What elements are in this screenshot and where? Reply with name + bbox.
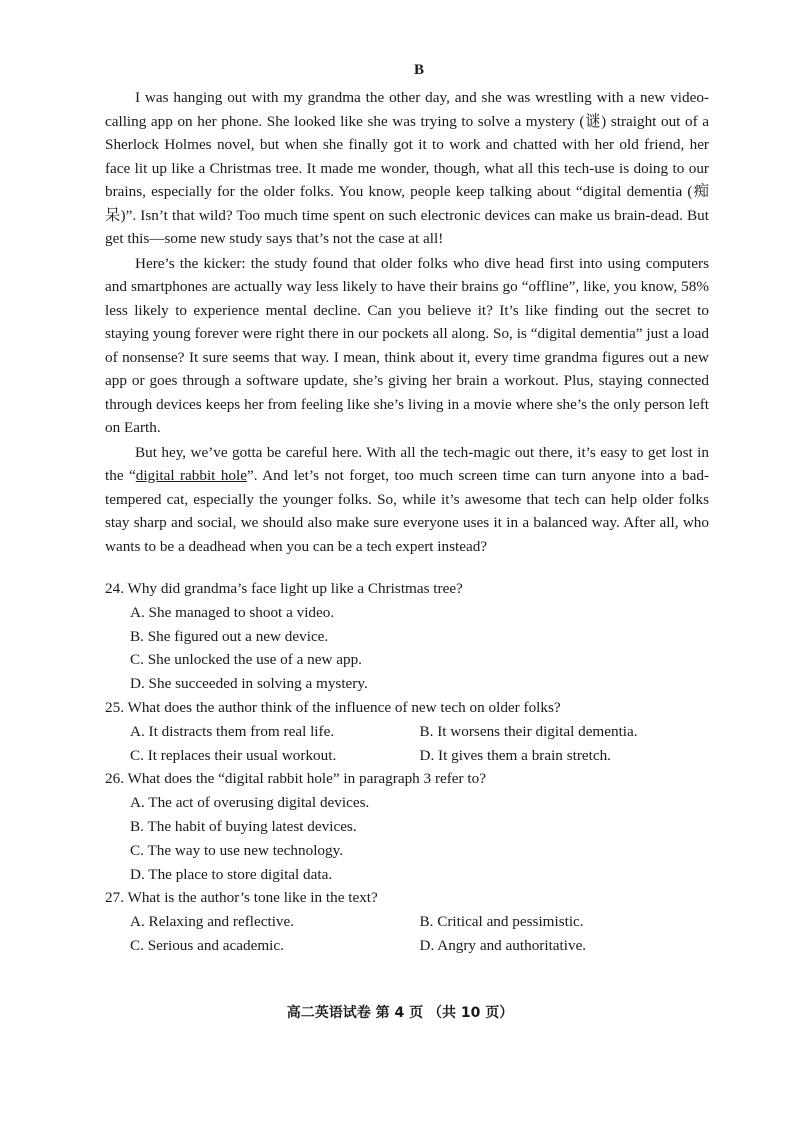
question-stem: 26. What does the “digital rabbit hole” in paragraph 3 refer to? (105, 770, 486, 788)
option-a: A. She managed to shoot a video. (130, 603, 335, 621)
option-d: D. She succeeded in solving a mystery. (130, 675, 368, 693)
option-c: C. It replaces their usual workout. (130, 746, 337, 764)
option-row (130, 744, 709, 768)
option-b: B. It worsens their digital dementia. (419, 722, 638, 740)
paragraph-1: I was hanging out with my grandma the other day, and she was wrestling with a new video-calling app on her phone. She looked like she was trying to solve a mystery (谜) straight out of a Sherlock Holmes novel, but when she finally got it to work and chatted with her old friend, her face lit up like a Christmas tree. It made me wonder, though, what all this tech-use is doing to our brains, especially for the older folks. You know, people keep talking about “digital dementia (痴呆)”. Isn’t that wild? Too much time spent on such electronic devices can make us brain-dead. But get this—some new study says that’s not the case at all! (105, 89, 709, 247)
question-stem: 25. What does the author think of the influence of new tech on older folks? (105, 698, 561, 716)
option-b: B. Critical and pessimistic. (419, 913, 584, 931)
paragraph-3-after: ”. And let’s not forget, too much screen time can turn anyone into a bad-tempered cat, especially the younger folks. So, while it’s awesome that tech can help older folks stay sharp and social, we should also make sure everyone uses it in a balanced way. After all, who wants to be a deadhead when you can be a tech expert instead? (105, 467, 710, 555)
underlined-phrase: digital rabbit hole (135, 467, 247, 484)
option-a: A. It distracts them from real life. (130, 722, 335, 740)
option-b: B. The habit of buying latest devices. (130, 817, 357, 835)
option-a: A. The act of overusing digital devices. (130, 794, 370, 812)
option-c: C. Serious and academic. (130, 936, 284, 954)
option-row (130, 720, 709, 744)
question-list (105, 577, 709, 958)
option-b: B. She figured out a new device. (130, 627, 329, 645)
option-row (130, 910, 709, 934)
question-24 (105, 577, 709, 696)
reading-passage (105, 86, 709, 558)
option-a: A. Relaxing and reflective. (130, 913, 295, 931)
question-stem: 24. Why did grandma’s face light up like a Christmas tree? (105, 580, 463, 597)
option-d: D. The place to store digital data. (130, 865, 333, 883)
paragraph-3-before: But hey, we’ve gotta be careful here. With all the tech-magic out there, it’s easy to get lost in the “ (105, 443, 709, 484)
question-27 (105, 886, 709, 957)
option-d: D. It gives them a brain stretch. (419, 746, 611, 764)
question-stem: 27. What is the author’s tone like in the text? (105, 889, 378, 907)
option-d: D. Angry and authoritative. (419, 936, 587, 954)
question-26 (105, 767, 709, 886)
option-row (130, 934, 709, 958)
option-c: C. She unlocked the use of a new app. (130, 651, 362, 669)
section-heading: B (413, 62, 424, 78)
page-footer: 高二英语试卷 第 4 页 （共 10 页） (286, 1005, 514, 1021)
question-25 (105, 696, 709, 767)
paragraph-2: Here’s the kicker: the study found that older folks who dive head first into using computers and smartphones are actually way less likely to have their brains go “offline”, like, you know, 58% less likely to experience mental decline. Can you believe it? It’s like finding out the secret to staying young forever were right there in our pockets all along. So, is “digital dementia” just a load of nonsense? It sure seems that way. I mean, think about it, every time grandma figures out a new app or goes through a software update, she’s giving her brain a workout. Plus, staying connected through devices keeps her from feeling like she’s living in a movie where she’s the only person left on Earth. (105, 254, 709, 436)
paragraph-3 (105, 441, 709, 559)
option-c: C. The way to use new technology. (130, 841, 344, 859)
